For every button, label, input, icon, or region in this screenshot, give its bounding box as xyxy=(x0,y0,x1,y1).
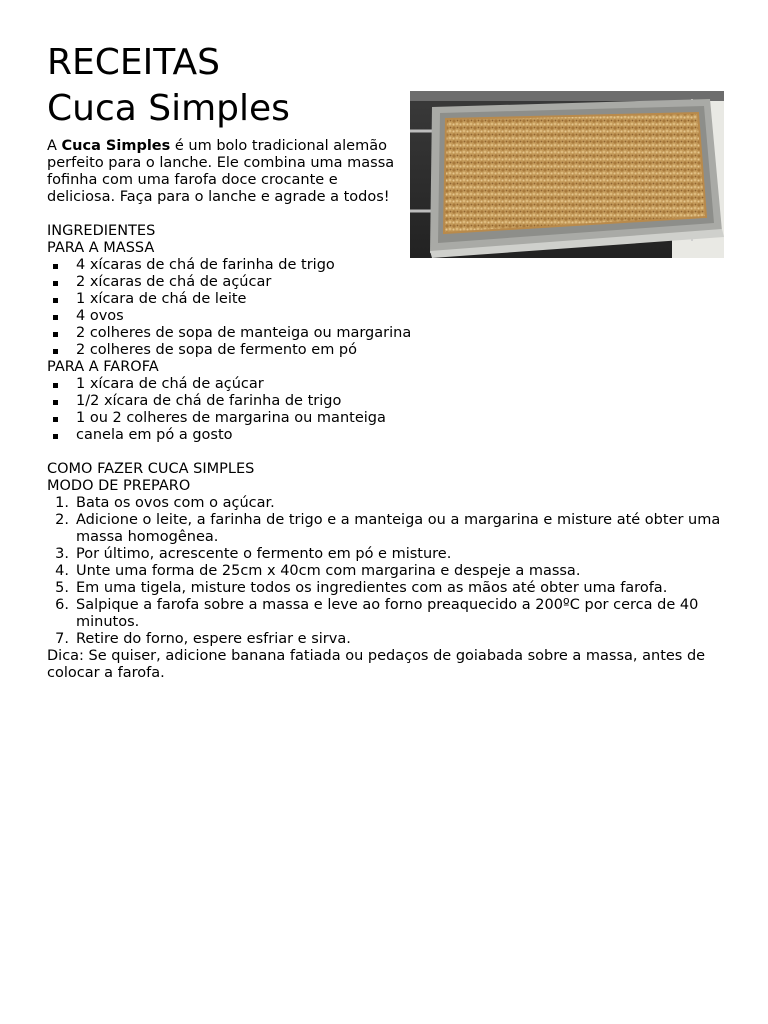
step-text: Em uma tigela, misture todos os ingredientes com as mãos até obter uma farofa. xyxy=(76,580,668,596)
list-item xyxy=(47,410,727,427)
bullet-icon xyxy=(53,434,58,439)
step-item xyxy=(47,631,727,648)
list-item xyxy=(47,393,727,410)
list-item xyxy=(47,427,727,444)
step-number: 4. xyxy=(55,563,69,579)
bullet-icon xyxy=(53,332,58,337)
list-item xyxy=(47,342,727,359)
bullet-icon xyxy=(53,383,58,388)
step-item xyxy=(47,546,727,563)
step-item xyxy=(47,580,727,597)
document-header xyxy=(47,40,290,132)
list-item xyxy=(47,325,727,342)
massa-heading: PARA A MASSA xyxy=(47,240,155,256)
list-item-text: 1/2 xícara de chá de farinha de trigo xyxy=(76,393,342,409)
ingredients-heading: INGREDIENTES xyxy=(47,223,156,239)
step-number: 6. xyxy=(55,597,69,613)
bullet-icon xyxy=(53,264,58,269)
step-item xyxy=(47,512,727,546)
method-subheading: MODO DE PREPARO xyxy=(47,478,191,494)
step-number: 7. xyxy=(55,631,69,647)
list-item xyxy=(47,257,727,274)
intro-bold-name: Cuca Simples xyxy=(61,138,171,154)
recipe-body xyxy=(47,138,727,682)
bullet-icon xyxy=(53,349,58,354)
list-item xyxy=(47,291,727,308)
list-item-text: 4 ovos xyxy=(76,308,124,324)
bullet-icon xyxy=(53,281,58,286)
step-number: 5. xyxy=(55,580,69,596)
list-item-text: 1 xícara de chá de leite xyxy=(76,291,247,307)
farofa-heading: PARA A FAROFA xyxy=(47,359,159,375)
massa-list xyxy=(47,257,727,359)
bullet-icon xyxy=(53,417,58,422)
method-heading: COMO FAZER CUCA SIMPLES xyxy=(47,461,255,477)
list-item-text: 2 colheres de sopa de fermento em pó xyxy=(76,342,358,358)
step-item xyxy=(47,495,727,512)
step-text: Retire do forno, espere esfriar e sirva. xyxy=(76,631,351,647)
tip-paragraph: Dica: Se quiser, adicione banana fatiada ou pedaços de goiabada sobre a massa, antes de colocar a farofa. xyxy=(47,648,706,681)
step-number: 1. xyxy=(55,495,69,511)
steps-list xyxy=(47,495,727,648)
step-text: Salpique a farofa sobre a massa e leve ao forno preaquecido a 200ºC por cerca de 40 minutos. xyxy=(76,597,699,630)
list-item xyxy=(47,376,727,393)
intro-prefix: A xyxy=(47,138,62,154)
step-text: Por último, acrescente o fermento em pó e misture. xyxy=(76,546,452,562)
recipe-title: Cuca Simples xyxy=(47,88,290,129)
intro-paragraph xyxy=(47,138,399,206)
list-item xyxy=(47,308,727,325)
document-title: RECEITAS xyxy=(47,42,220,83)
step-item xyxy=(47,563,727,580)
list-item-text: 1 ou 2 colheres de margarina ou manteiga xyxy=(76,410,386,426)
list-item-text: 4 xícaras de chá de farinha de trigo xyxy=(76,257,335,273)
step-item xyxy=(47,597,727,631)
list-item xyxy=(47,274,727,291)
bullet-icon xyxy=(53,315,58,320)
list-item-text: 2 colheres de sopa de manteiga ou margarina xyxy=(76,325,412,341)
step-text: Bata os ovos com o açúcar. xyxy=(76,495,275,511)
intro-text: é um bolo tradicional alemão perfeito para o lanche. Ele combina uma massa fofinha com uma farofa doce crocante e deliciosa. Faça para o lanche e agrade a todos! xyxy=(47,138,395,205)
list-item-text: canela em pó a gosto xyxy=(76,427,233,443)
step-number: 2. xyxy=(55,512,69,528)
bullet-icon xyxy=(53,298,58,303)
step-text: Unte uma forma de 25cm x 40cm com margarina e despeje a massa. xyxy=(76,563,581,579)
step-text: Adicione o leite, a farinha de trigo e a manteiga ou a margarina e misture até obter uma massa homogênea. xyxy=(76,512,721,545)
list-item-text: 1 xícara de chá de açúcar xyxy=(76,376,264,392)
list-item-text: 2 xícaras de chá de açúcar xyxy=(76,274,272,290)
farofa-list xyxy=(47,376,727,444)
step-number: 3. xyxy=(55,546,69,562)
bullet-icon xyxy=(53,400,58,405)
